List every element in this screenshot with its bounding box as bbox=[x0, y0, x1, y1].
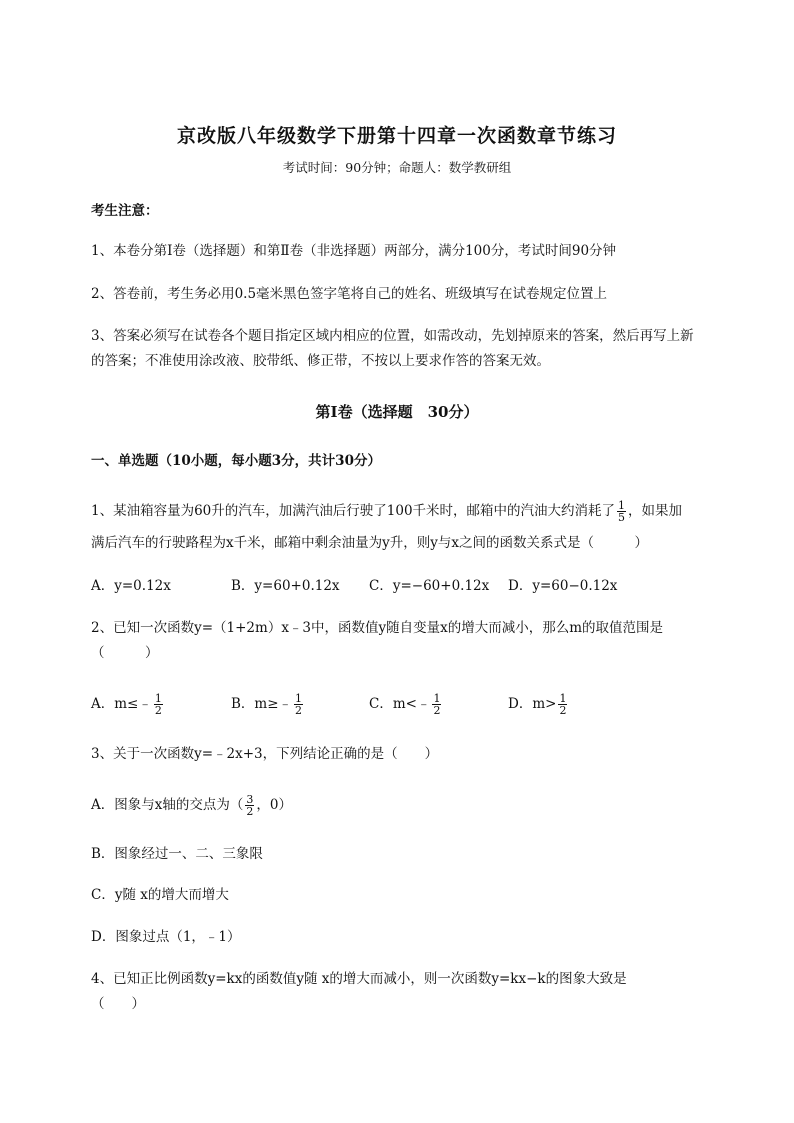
question-3-stem: 3、关于一次函数y=﹣2x+3，下列结论正确的是（ ） bbox=[91, 746, 439, 762]
question-1-line-1 bbox=[91, 500, 682, 523]
question-3-option-b: B．图象经过一、二、三象限 bbox=[91, 846, 263, 862]
notice-item-3-cont: 的答案；不准使用涂改液、胶带纸、修正带，不按以上要求作答的答案无效。 bbox=[91, 353, 550, 369]
option-label: D．m> bbox=[508, 696, 557, 712]
question-1-option-a: A．y=0.12x bbox=[91, 578, 171, 594]
question-1-option-d: D．y=60−0.12x bbox=[508, 578, 618, 594]
fraction-denominator: 2 bbox=[559, 704, 567, 717]
notice-item-2: 2、答卷前，考生务必用0.5毫米黑色签字笔将自己的姓名、班级填写在试卷规定位置上 bbox=[91, 286, 608, 302]
option-fraction bbox=[154, 693, 163, 716]
fraction-numerator: 1 bbox=[559, 692, 567, 705]
option-label: C．m<﹣ bbox=[369, 696, 431, 712]
document-title: 京改版八年级数学下册第十四章一次函数章节练习 bbox=[176, 125, 617, 147]
fraction-numerator: 3 bbox=[246, 793, 254, 806]
question-1-line-2: 满后汽车的行驶路程为x千米，邮箱中剩余油量为y升，则y与x之间的函数关系式是（ ） bbox=[91, 535, 648, 551]
fraction-denominator: 2 bbox=[154, 704, 162, 717]
fraction-denominator: 2 bbox=[433, 704, 441, 717]
notice-heading: 考生注意： bbox=[91, 203, 159, 219]
question-4-line-1: 4、已知正比例函数y=kx的函数值y随 x的增大而减小，则一次函数y=kx−k的图象大致是 bbox=[91, 971, 627, 987]
notice-item-1: 1、本卷分第I卷（选择题）和第Ⅱ卷（非选择题）两部分，满分100分，考试时间90分钟 bbox=[91, 243, 617, 259]
question-2-option-b bbox=[231, 693, 305, 716]
fraction-numerator: 1 bbox=[618, 499, 626, 512]
section-title: 第I卷（选择题 30分） bbox=[315, 403, 479, 421]
question-2-option-c bbox=[369, 693, 443, 716]
fraction-denominator: 2 bbox=[246, 805, 254, 818]
question-2-option-d bbox=[508, 693, 569, 716]
question-1-option-c: C．y=−60+0.12x bbox=[369, 578, 490, 594]
question-1-text-a: 1、某油箱容量为60升的汽车，加满汽油后行驶了100千米时，邮箱中的汽油大约消耗了 bbox=[91, 503, 616, 519]
question-1-fraction bbox=[617, 500, 626, 523]
document-subtitle: 考试时间：90分钟；命题人：数学教研组 bbox=[282, 160, 512, 175]
option-text-tail: ，0） bbox=[256, 797, 292, 813]
part-heading: 一、单选题（10小题，每小题3分，共计30分） bbox=[91, 453, 381, 469]
fraction-numerator: 1 bbox=[433, 692, 441, 705]
fraction-numerator: 1 bbox=[154, 692, 162, 705]
fraction-denominator: 5 bbox=[618, 511, 626, 524]
option-label: A．m≤﹣ bbox=[91, 696, 152, 712]
notice-item-3: 3、答案必须写在试卷各个题目指定区域内相应的位置，如需改动，先划掉原来的答案，然后再写上新 bbox=[91, 328, 694, 344]
question-3-option-d: D．图象过点（1，﹣1） bbox=[91, 929, 241, 945]
option-fraction bbox=[432, 693, 441, 716]
option-fraction bbox=[558, 693, 567, 716]
option-label: B．m≥﹣ bbox=[231, 696, 293, 712]
option-fraction bbox=[294, 693, 303, 716]
option-text: A．图象与x轴的交点为（ bbox=[91, 797, 244, 813]
question-3-option-c: C．y随 x的增大而增大 bbox=[91, 887, 229, 903]
fraction-denominator: 2 bbox=[295, 704, 303, 717]
question-2-line-2: （ ） bbox=[91, 645, 159, 661]
question-2-line-1: 2、已知一次函数y=（1+2m）x﹣3中，函数值y随自变量x的增大而减小，那么m的取值范围是 bbox=[91, 620, 664, 636]
question-1-text-b: ，如果加 bbox=[628, 503, 683, 519]
option-fraction bbox=[245, 794, 254, 817]
question-2-option-a bbox=[91, 693, 165, 716]
question-1-option-b: B．y=60+0.12x bbox=[231, 578, 340, 594]
fraction-numerator: 1 bbox=[295, 692, 303, 705]
question-3-option-a bbox=[91, 794, 292, 817]
question-4-line-2: （ ） bbox=[91, 996, 145, 1012]
